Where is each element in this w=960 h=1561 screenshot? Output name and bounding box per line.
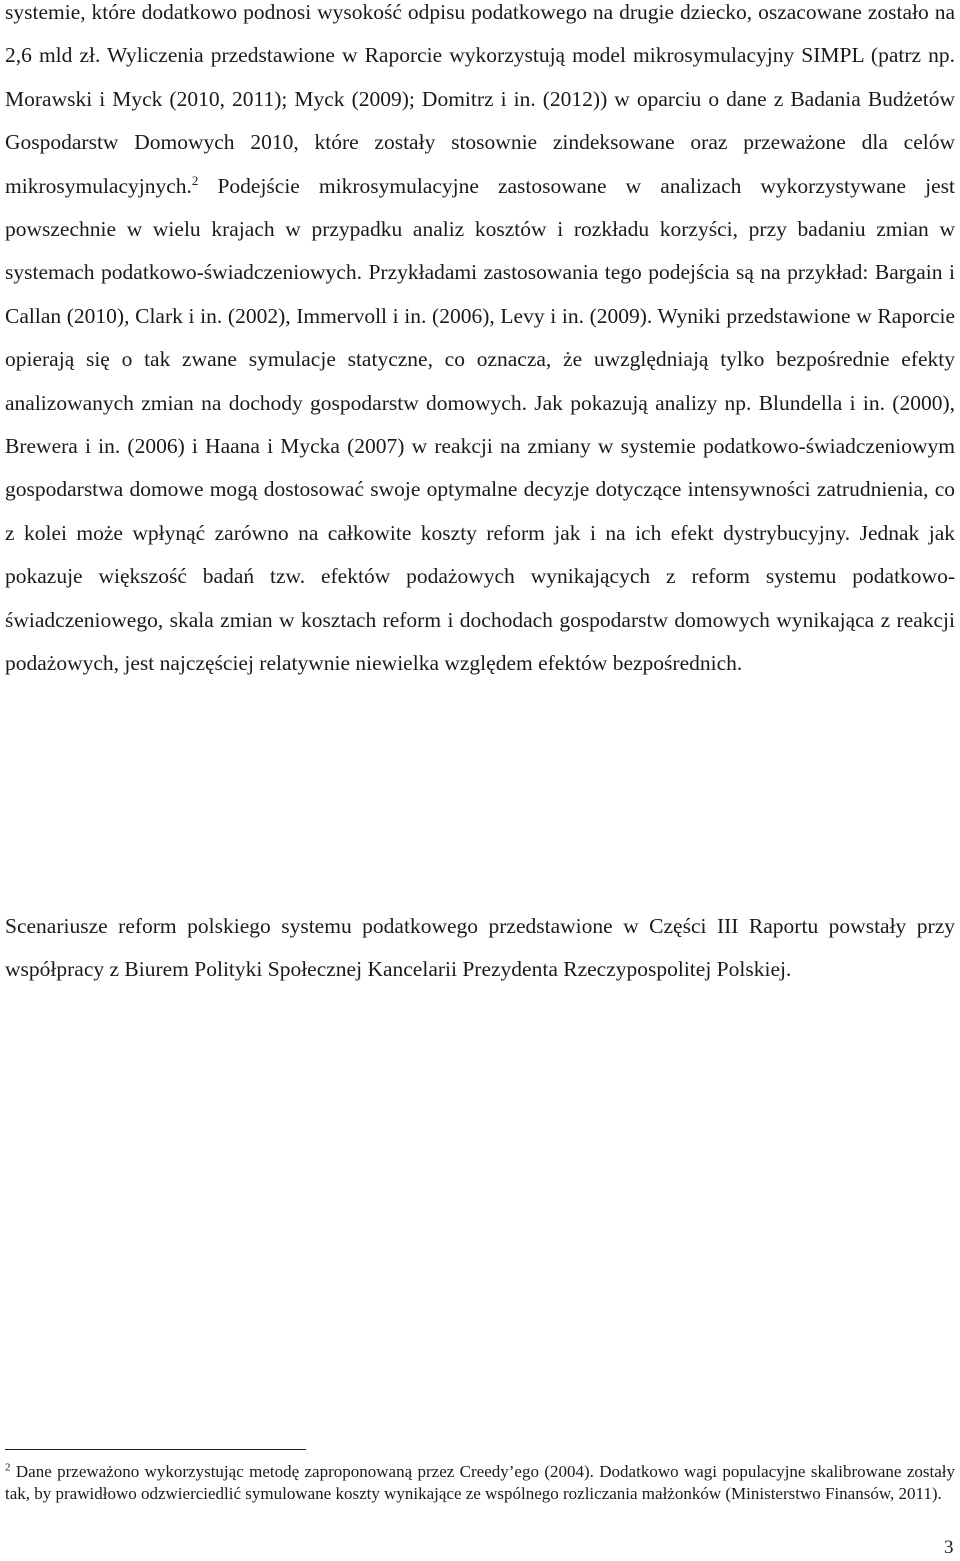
footnote-reference[interactable]: 2 — [191, 172, 199, 188]
body-paragraph-2: Scenariusze reform polskiego systemu podatkowego przedstawione w Części III Raportu powstały przy współpracy z Biurem Polityki Społecznej Kancelarii Prezydenta Rzeczypospolitej Polskiej. — [5, 914, 955, 982]
footnote-separator — [5, 1449, 306, 1450]
footnote-number: 2 — [5, 1461, 11, 1474]
footnote-text: Dane przeważono wykorzystując metodę zaproponowaną przez Creedy’ego (2004). Dodatkowo wagi populacyjne skalibrowane zostały tak, by prawidłowo odzwierciedlić symulowane koszty wynikające ze wspólnego rozliczania małżonków (Ministerstwo Finansów, 2011). — [5, 1462, 955, 1503]
body-paragraph-1 — [5, 0, 955, 686]
paragraph-1-text-b: Podejście mikrosymulacyjne zastosowane w analizach wykorzystywane jest powszechnie w wielu krajach w przypadku analiz kosztów i rozkładu korzyści, przy badaniu zmian w systemach podatkowo-świadczeniowych. Przykładami zastosowania tego podejścia są na przykład: Bargain i Callan (2010), Clark i in. (2002), Immervoll i in. (2006), Levy i in. (2009). Wyniki przedstawione w Raporcie opierają się o tak zwane symulacje statyczne, co oznacza, że uwzględniają tylko bezpośrednie efekty analizowanych zmian na dochody gospodarstw domowych. Jak pokazują analizy np. Blundella i in. (2000), Brewera i in. (2006) i Haana i Mycka (2007) w reakcji na zmiany w systemie podatkowo-świadczeniowym gospodarstwa domowe mogą dostosować swoje optymalne decyzje dotyczące intensywności zatrudnienia, co z kolei może wpłynąć zarówno na całkowite koszty reform jak i na ich efekt dystrybucyjny. Jednak jak pokazuje większość badań tzw. efektów podażowych wynikających z reform systemu podatkowo-świadczeniowego, skala zmian w kosztach reform i dochodach gospodarstw domowych wynikająca z reakcji podażowych, jest najczęściej relatywnie niewielka względem efektów bezpośrednich. — [5, 173, 955, 676]
footnote — [5, 1461, 955, 1504]
page-number: 3 — [944, 1537, 954, 1558]
paragraph-1-text-a: systemie, które dodatkowo podnosi wysokość odpisu podatkowego na drugie dziecko, oszacowane zostało na 2,6 mld zł. Wyliczenia przedstawione w Raporcie wykorzystują model mikrosymulacyjny SIMPL (patrz np. Morawski i Myck (2010, 2011); Myck (2009); Domitrz i in. (2012)) w oparciu o dane z Badania Budżetów Gospodarstw Domowych 2010, które zostały stosownie zindeksowane oraz przeważone dla celów mikrosymulacyjnych. — [5, 0, 955, 198]
